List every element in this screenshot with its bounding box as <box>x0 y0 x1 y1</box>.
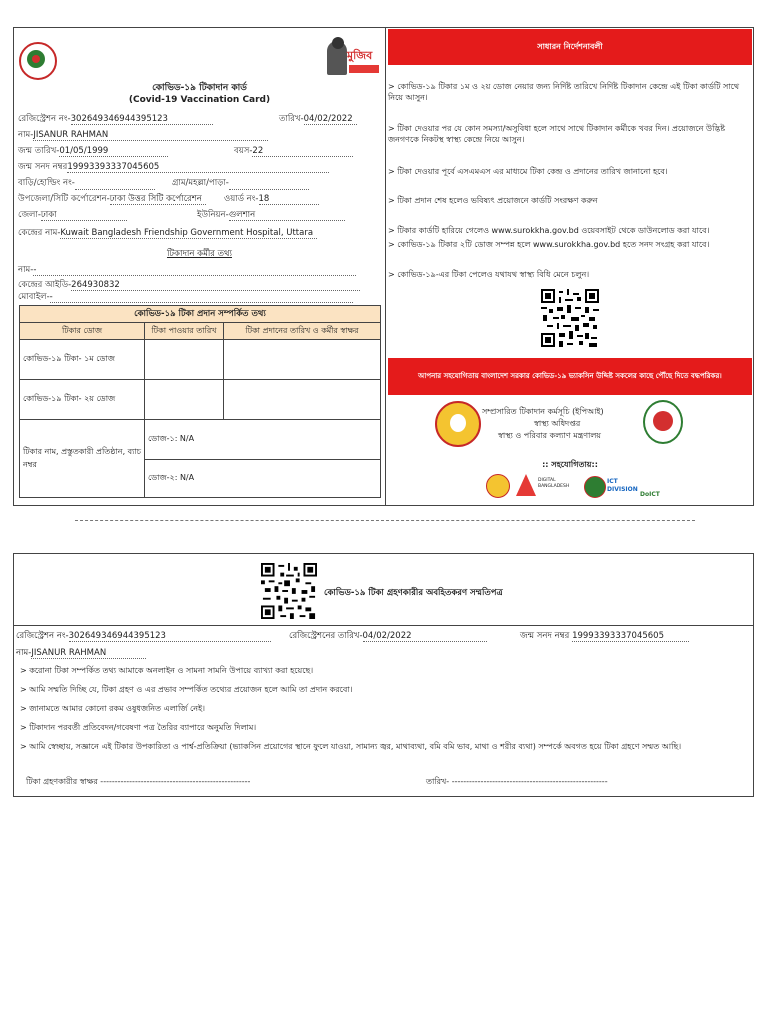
col-dose: টিকার ডোজ <box>20 323 145 340</box>
name-row: নাম-JISANUR RAHMAN <box>18 128 268 142</box>
consent-birthcert-row: জন্ম সনদ নম্বর 19993393337045605 <box>520 629 689 643</box>
card-left-panel <box>14 28 385 505</box>
district-row: জেলা-ঢাকা <box>18 208 127 222</box>
house-row: বাড়ি/হোল্ডিং নং- <box>18 176 155 190</box>
center-row: কেন্দ্রের নাম-Kuwait Bangladesh Friendship Government Hospital, Uttara <box>18 226 317 240</box>
dose1-label: কোভিড-১৯ টিকা- ১ম ডোজ <box>20 340 145 380</box>
ict-seal-icon <box>584 476 606 498</box>
instruction-item: > টিকার কার্ডটি হারিয়ে গেলেও www.surokkha.gov.bd ওয়েবসাইট থেকে ডাউনলোড করা যাবে। <box>388 226 710 235</box>
worker-heading: টিকাদান কর্মীর তথ্য <box>166 249 232 259</box>
vaccination-table-title: কোভিড-১৯ টিকা প্রদান সম্পর্কিত তথ্য <box>20 306 381 323</box>
consent-title: কোভিড-১৯ টিকা গ্রহণকারীর অবহিতকরণ সম্মতিপত্র <box>324 588 503 598</box>
birth-certificate-row: জন্ম সনদ নম্বর19993393337045605 <box>18 160 329 174</box>
dose2-label: কোভিড-১৯ টিকা- ২য় ডোজ <box>20 380 145 420</box>
recipient-signature-line: টিকা গ্রহণকারীর স্বাক্ষর ---------------------------------------------------- <box>26 777 251 786</box>
consent-reg-row: রেজিস্ট্রেশন নং-302649346944395123 <box>16 629 271 643</box>
consent-item: > আমি সম্মতি দিচ্ছি যে, টিকা গ্রহণ ও এর প্রভাব সম্পর্কিত তথ্যের প্রয়োজন হলে আমি তা প্রদান করবো। <box>20 685 353 694</box>
epi-line2: স্বাস্থ্য অধিদপ্তর <box>534 419 581 428</box>
bd-seal-icon <box>486 474 510 498</box>
cut-line <box>75 520 695 521</box>
instruction-item: > কোভিড-১৯ টিকার ২টি ডোজ সম্পন্ন হলে www.surokkha.gov.bd হতে সনদ সংগ্রহ করা যাবে। <box>388 240 710 249</box>
dose2-signature <box>224 380 381 420</box>
dose1-vaccine: ডোজ-১: N/A <box>145 420 381 460</box>
registration-row: রেজিস্ট্রেশন নং-302649346944395123 <box>18 112 213 126</box>
government-seal-icon <box>19 42 57 80</box>
consent-name-row: নাম-JISANUR RAHMAN <box>16 646 146 660</box>
registration-number: 302649346944395123 <box>71 114 213 125</box>
dob-row: জন্ম তারিখ-01/05/1999 <box>18 144 168 158</box>
instruction-item: > কোভিড-১৯ টিকার ১ম ও ২য় ডোজ নেয়ার জন্য নির্দিষ্ট তারিখে নির্দিষ্ট টিকাদান কেন্দ্রে এই টিকা কার্ডটি সাথে নিয়ে আসুন। <box>388 82 740 102</box>
support-banner: আপনার সহযোগিতায় বাংলাদেশ সরকার কোভিড-১৯ ভ্যাকসিন উদ্দিষ্ট সকলের কাছে পৌঁছে দিতে বদ্ধপরিকর। <box>388 358 752 395</box>
vaccination-table <box>19 305 381 498</box>
digital-bangladesh-logo: DIGITAL BANGLADESH <box>516 472 576 500</box>
signature-date-line: তারিখ- ------------------------------------------------------ <box>426 777 608 786</box>
dghs-logo-icon <box>643 400 683 444</box>
consent-item: > আমি স্বেচ্ছায়, সজ্ঞানে এই টিকার উপকারিতা ও পার্শ্ব-প্রতিক্রিয়া (ভ্যাকসিন প্রয়োগের স্থানে ফুলে যাওয়া, সামান্য জ্বর, মাথাব্যথা, বমি বমি ভাব, মাথা ও শরীর ব্যথা) সম্পর্কে অবগত হয়ে টিকা গ্রহণে সম্মত আছি। <box>20 742 682 751</box>
dose1-signature <box>224 340 381 380</box>
center-id-row: কেন্দ্রের আইডি-264930832 <box>18 278 360 292</box>
consent-item: > টিকাদান পরবর্তী প্রতিবেদন/গবেষণা পত্র তৈরির ব্যাপারে অনুমতি দিলাম। <box>20 723 257 732</box>
union-row: ইউনিয়ন-গুলশান <box>197 208 345 222</box>
table-row <box>20 380 381 420</box>
consent-reg-date-row: রেজিস্ট্রেশনের তারিখ-04/02/2022 <box>289 629 487 643</box>
instructions-heading: সাধারন নির্দেশনাবলী <box>388 29 752 65</box>
age-row: বয়স-22 <box>234 144 353 158</box>
qr-code-icon <box>541 289 599 347</box>
doict-logo: DoICT <box>640 491 660 498</box>
village-row: গ্রাম/মহল্লা/পাড়া- <box>172 176 309 190</box>
mobile-row: মোবাইল-- <box>18 290 353 304</box>
dose2-vaccine: ডোজ-২: N/A <box>145 460 381 498</box>
ward-row: ওয়ার্ড নং-18 <box>224 192 319 206</box>
table-row <box>20 420 381 460</box>
instruction-item: > টিকা দেওয়ার পর যে কোন সমস্যা/অসুবিধা হলে সাথে সাথে টিকাদান কর্মীকে খবর দিন। প্রয়োজনে উদ্ভিষ্ট জনগণকে নিকটস্থ স্বাস্থ্য কেন্দ্রে নিয়ে আসুন। <box>388 124 726 144</box>
consent-item: > জানামতে আমার কোনো রকম ওষুধজনিত এলার্জি নেই। <box>20 704 206 713</box>
table-row <box>20 340 381 380</box>
worker-name-row: নাম-- <box>18 263 356 277</box>
consent-item: > করোনা টিকা সম্পর্কিত তথ্য আমাকে অনলাইন ও সামনা সামনি উপায়ে ব্যাখ্যা করা হয়েছে। <box>20 666 314 675</box>
vaccine-info-label: টিকার নাম, প্রস্তুতকারী প্রতিষ্ঠান, ব্যাচ নম্বর <box>20 420 145 498</box>
instruction-item: > কোভিড-১৯-এর টিকা পেলেও যথাযথ স্বাস্থ্য বিধি মেনে চলুন। <box>388 270 590 279</box>
ict-division-logo: ICT DIVISION <box>607 478 638 493</box>
qr-code-icon <box>261 563 317 619</box>
dose1-date <box>145 340 224 380</box>
col-received-date: টিকা পাওয়ার তারিখ <box>145 323 224 340</box>
consent-form <box>13 553 754 797</box>
cooperation-label: :: সহযোগিতায়:: <box>542 460 598 469</box>
card-title-bn: কোভিড-১৯ টিকাদান কার্ড <box>152 83 247 93</box>
dose2-date <box>145 380 224 420</box>
instruction-item: > টিকা দেওয়ার পূর্বে এসএমএস এর মাধ্যমে টিকা কেন্দ্র ও প্রদানের তারিখ জানানো হবে। <box>388 167 668 176</box>
epi-logo <box>435 401 481 447</box>
mujib-year-logo: মুজিব <box>327 37 383 79</box>
epi-line1: সম্প্রসারিত টিকাদান কর্মসূচি (ইপিআই) <box>482 407 604 416</box>
upazila-row: উপজেলা/সিটি কর্পোরেশন-ঢাকা উত্তর সিটি কর্পোরেশন <box>18 192 206 206</box>
col-signature: টিকা প্রদানের তারিখ ও কর্মীর স্বাক্ষর <box>224 323 381 340</box>
vaccination-card <box>13 27 754 506</box>
instruction-item: > টিকা প্রদান শেষ হলেও ভবিষ্যৎ প্রয়োজনে কার্ডটি সংরক্ষণ করুন <box>388 196 598 205</box>
epi-line3: স্বাস্থ্য ও পরিবার কল্যাণ মন্ত্রণালয় <box>498 431 602 440</box>
card-right-panel <box>385 28 754 505</box>
card-title-en: (Covid-19 Vaccination Card) <box>128 95 271 105</box>
date-row: তারিখ-04/02/2022 <box>279 112 357 126</box>
